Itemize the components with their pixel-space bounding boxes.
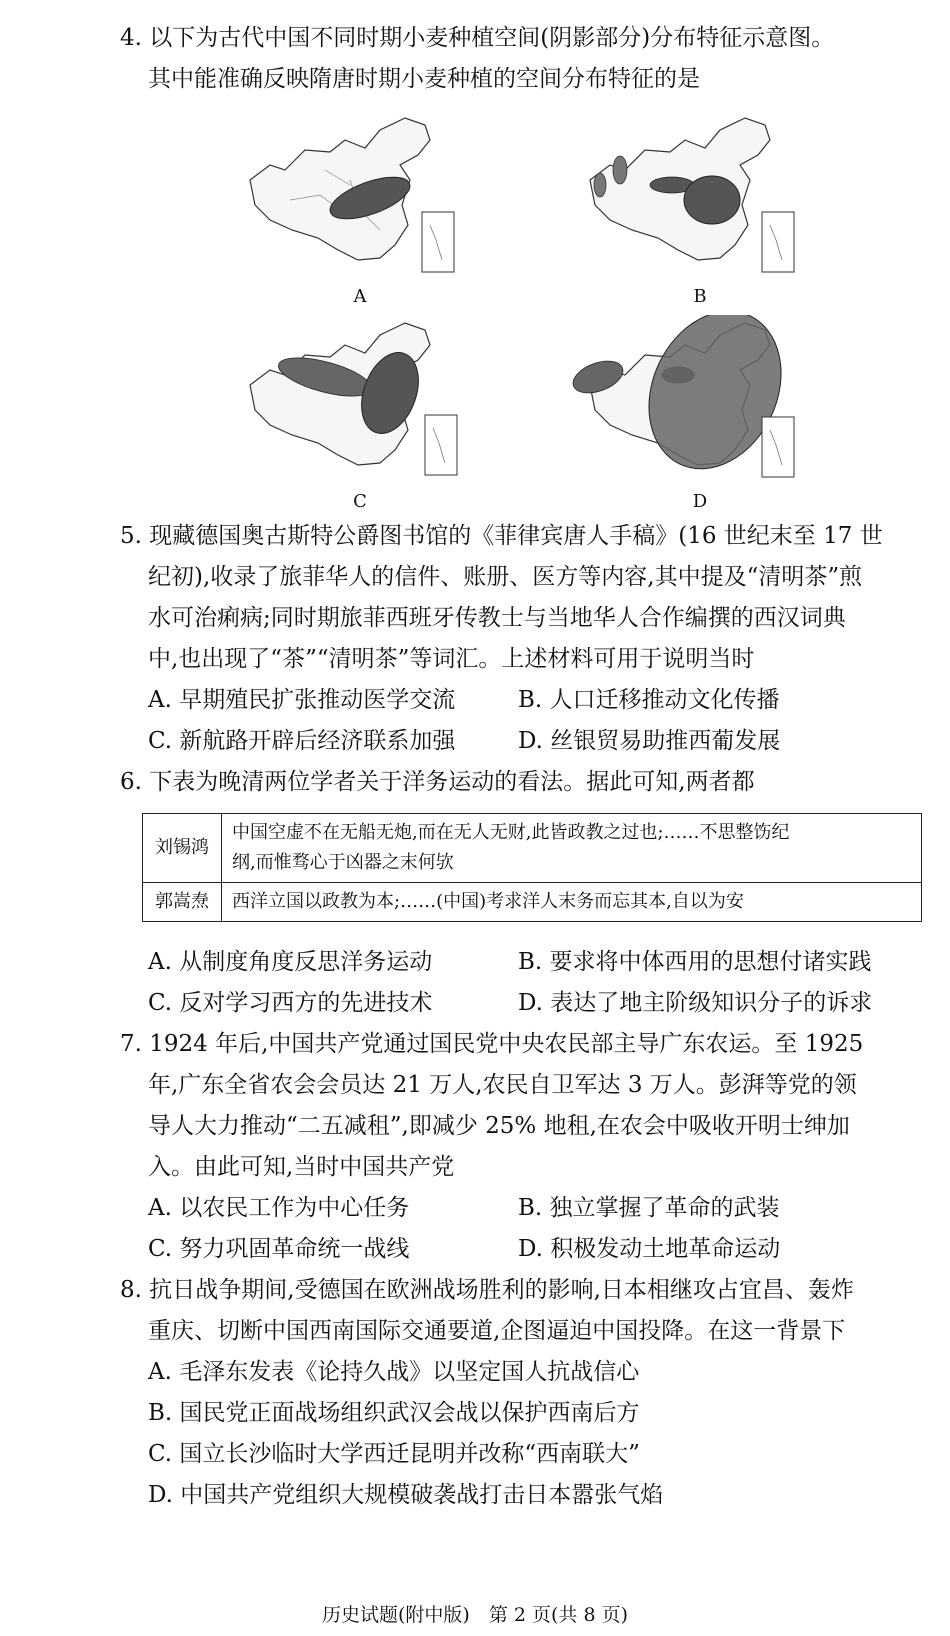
question-6 (120, 762, 920, 803)
map-c[interactable] (230, 315, 490, 515)
map-label-d: D (692, 491, 708, 512)
question-4 (120, 18, 920, 100)
map-a[interactable] (230, 110, 490, 310)
question-5-option-b[interactable]: B. 人口迁移推动文化传播 (518, 687, 780, 713)
question-5-stem-line-3: 水可治痢病;同时期旅菲西班牙传教士与当地华人合作编撰的西汉词典 (148, 605, 846, 631)
question-8-option-a[interactable]: A. 毛泽东发表《论持久战》以坚定国人抗战信心 (148, 1359, 640, 1385)
question-8-stem-line-2: 重庆、切断中国西南国际交通要道,企图逼迫中国投降。在这一背景下 (148, 1318, 846, 1344)
scholar-view: 西洋立国以政教为本;……(中国)考求洋人末务而忘其本,自以为安 (222, 883, 922, 922)
scholar-view (222, 814, 922, 883)
question-8-option-c[interactable]: C. 国立长沙临时大学西迁昆明并改称“西南联大” (148, 1441, 640, 1467)
question-6-option-d[interactable]: D. 表达了地主阶级知识分子的诉求 (518, 990, 873, 1016)
question-5-option-d[interactable]: D. 丝银贸易助推西葡发展 (518, 728, 781, 754)
china-map-d (570, 315, 810, 490)
question-6-option-a[interactable]: A. 从制度角度反思洋务运动 (148, 949, 433, 975)
question-7-stem-line-3: 导人大力推动“二五减租”,即减少 25% 地租,在农会中吸收开明士绅加 (148, 1113, 850, 1139)
question-8-stem-line-1: 8. 抗日战争期间,受德国在欧洲战场胜利的影响,日本相继攻占宜昌、轰炸 (120, 1277, 854, 1303)
question-8-option-b[interactable]: B. 国民党正面战场组织武汉会战以保护西南后方 (148, 1400, 640, 1426)
china-map-b (570, 110, 810, 285)
question-4-stem-line-1: 4. 以下为古代中国不同时期小麦种植空间(阴影部分)分布特征示意图。 (120, 25, 835, 51)
question-6-stem: 6. 下表为晚清两位学者关于洋务运动的看法。据此可知,两者都 (120, 769, 755, 795)
scholar-name: 刘锡鸿 (143, 814, 222, 883)
question-7-stem-line-2: 年,广东全省农会会员达 21 万人,农民自卫军达 3 万人。彭湃等党的领 (148, 1072, 857, 1098)
china-map-a (230, 110, 470, 285)
question-8-option-d[interactable]: D. 中国共产党组织大规模破袭战打击日本嚣张气焰 (148, 1482, 664, 1508)
question-7 (120, 1024, 920, 1270)
table-row (143, 883, 922, 922)
question-5-stem-line-2: 纪初),收录了旅菲华人的信件、账册、医方等内容,其中提及“清明茶”煎 (148, 564, 863, 590)
map-label-b: B (693, 286, 707, 307)
map-d[interactable] (570, 315, 830, 515)
question-7-option-a[interactable]: A. 以农民工作为中心任务 (148, 1195, 410, 1221)
question-5 (120, 516, 920, 762)
question-7-option-c[interactable]: C. 努力巩固革命统一战线 (148, 1236, 410, 1262)
question-5-stem-line-1: 5. 现藏德国奥古斯特公爵图书馆的《菲律宾唐人手稿》(16 世纪末至 17 世 (120, 523, 883, 549)
question-7-stem-line-4: 入。由此可知,当时中国共产党 (148, 1154, 455, 1180)
question-5-stem-line-4: 中,也出现了“茶”“清明茶”等词汇。上述材料可用于说明当时 (148, 646, 755, 672)
page-footer: 历史试题(附中版) 第 2 页(共 8 页) (322, 1604, 628, 1626)
question-6-option-b[interactable]: B. 要求将中体西用的思想付诸实践 (518, 949, 872, 975)
question-8 (120, 1270, 920, 1516)
question-7-option-d[interactable]: D. 积极发动土地革命运动 (518, 1236, 781, 1262)
question-6-option-c[interactable]: C. 反对学习西方的先进技术 (148, 990, 433, 1016)
scholars-table (142, 813, 922, 922)
scholar-name: 郭嵩焘 (143, 883, 222, 922)
question-7-option-b[interactable]: B. 独立掌握了革命的武装 (518, 1195, 780, 1221)
scholar-view-line-1: 中国空虚不在无船无炮,而在无人无财,此皆政教之过也;……不思整饬纪 (232, 822, 790, 843)
question-5-option-c[interactable]: C. 新航路开辟后经济联系加强 (148, 728, 456, 754)
china-map-c (230, 315, 470, 490)
map-label-c: C (353, 491, 367, 512)
scholar-view-line-2: 纲,而惟骛心于凶器之末何欤 (232, 852, 454, 873)
question-7-stem-line-1: 7. 1924 年后,中国共产党通过国民党中央农民部主导广东农运。至 1925 (120, 1031, 864, 1057)
question-5-option-a[interactable]: A. 早期殖民扩张推动医学交流 (148, 687, 456, 713)
map-label-a: A (353, 286, 367, 307)
map-b[interactable] (570, 110, 830, 310)
wheat-maps (230, 110, 830, 520)
question-6-options (120, 942, 920, 1024)
table-row (143, 814, 922, 883)
question-4-stem-line-2: 其中能准确反映隋唐时期小麦种植的空间分布特征的是 (148, 66, 700, 92)
